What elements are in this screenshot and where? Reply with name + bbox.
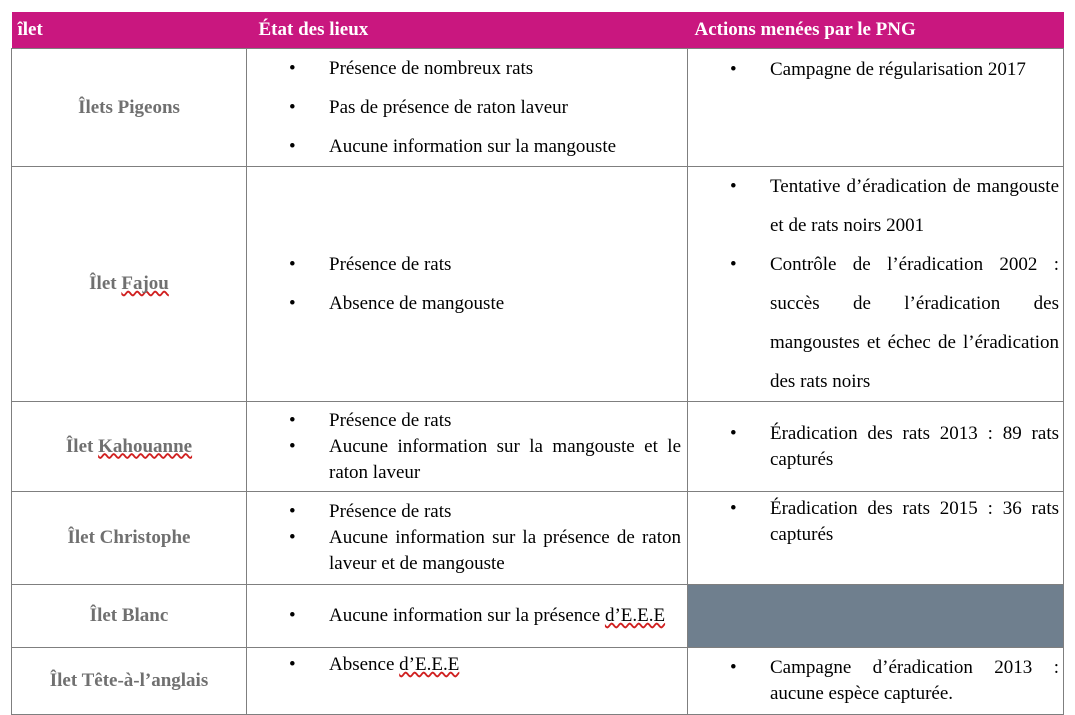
ilet-name-text: Îlet Blanc	[89, 605, 169, 626]
list-item: • Présence de rats	[247, 499, 687, 525]
ilets-table	[11, 12, 1064, 715]
table-row	[12, 648, 1064, 715]
list-item: • Aucune information sur la présence d’E.E.E	[247, 603, 687, 629]
etat-cell	[247, 49, 688, 167]
list-item: • Aucune information sur la mangouste et le raton laveur	[247, 434, 687, 486]
ilet-name	[12, 585, 247, 648]
header-etat: État des lieux	[247, 12, 688, 49]
table-row	[12, 585, 1064, 648]
table-row	[12, 167, 1064, 402]
ilet-name-text: Îlet Tête-à-l’anglais	[49, 670, 209, 691]
list-item: • Éradication des rats 2013 : 89 rats capturés	[688, 421, 1063, 473]
list-item: • Éradication des rats 2015 : 36 rats capturés	[688, 496, 1063, 548]
list-item: • Aucune information sur la présence de raton laveur et de mangouste	[247, 525, 687, 577]
list-item: • Campagne de régularisation 2017	[688, 50, 1063, 89]
header-row	[12, 12, 1064, 49]
list-item: • Présence de nombreux rats	[247, 49, 687, 88]
empty-actions-cell	[688, 585, 1064, 648]
actions-cell	[688, 492, 1064, 585]
ilet-name-text: Fajou	[121, 273, 169, 294]
header-ilet: îlet	[12, 12, 247, 49]
table-row	[12, 492, 1064, 585]
ilet-name-text: Îlets Pigeons	[78, 96, 180, 118]
ilet-name: Îlet Fajou	[12, 167, 247, 402]
list-item: • Tentative d’éradication de mangouste et de rats noirs 2001	[688, 167, 1063, 245]
list-item: • Contrôle de l’éradication 2002 : succès de l’éradication des mangoustes et échec de l’éradication des rats noirs	[688, 245, 1063, 401]
etat-cell	[247, 585, 688, 648]
etat-cell	[247, 648, 688, 715]
list-item: • Présence de rats	[247, 245, 687, 284]
list-item: • Présence de rats	[247, 408, 687, 434]
ilet-name	[12, 492, 247, 585]
list-item: • Absence de mangouste	[247, 284, 687, 323]
ilet-name-text: Îlet Christophe	[67, 527, 191, 548]
table-row	[12, 402, 1064, 492]
list-item: • Campagne d’éradication 2013 : aucune espèce capturée.	[688, 655, 1063, 707]
header-actions: Actions menées par le PNG	[688, 12, 1064, 49]
ilet-name: Îlet Kahouanne	[12, 402, 247, 492]
actions-cell	[688, 167, 1064, 402]
actions-cell	[688, 49, 1064, 167]
actions-cell	[688, 648, 1064, 715]
table-row	[12, 49, 1064, 167]
ilet-name-text: Kahouanne	[98, 435, 193, 457]
etat-cell	[247, 402, 688, 492]
etat-cell	[247, 167, 688, 402]
list-item: • Absence d’E.E.E	[247, 652, 687, 678]
actions-cell	[688, 402, 1064, 492]
list-item: • Aucune information sur la mangouste	[247, 127, 687, 166]
etat-cell	[247, 492, 688, 585]
ilet-name	[12, 648, 247, 715]
list-item: • Pas de présence de raton laveur	[247, 88, 687, 127]
ilet-name	[12, 49, 247, 167]
